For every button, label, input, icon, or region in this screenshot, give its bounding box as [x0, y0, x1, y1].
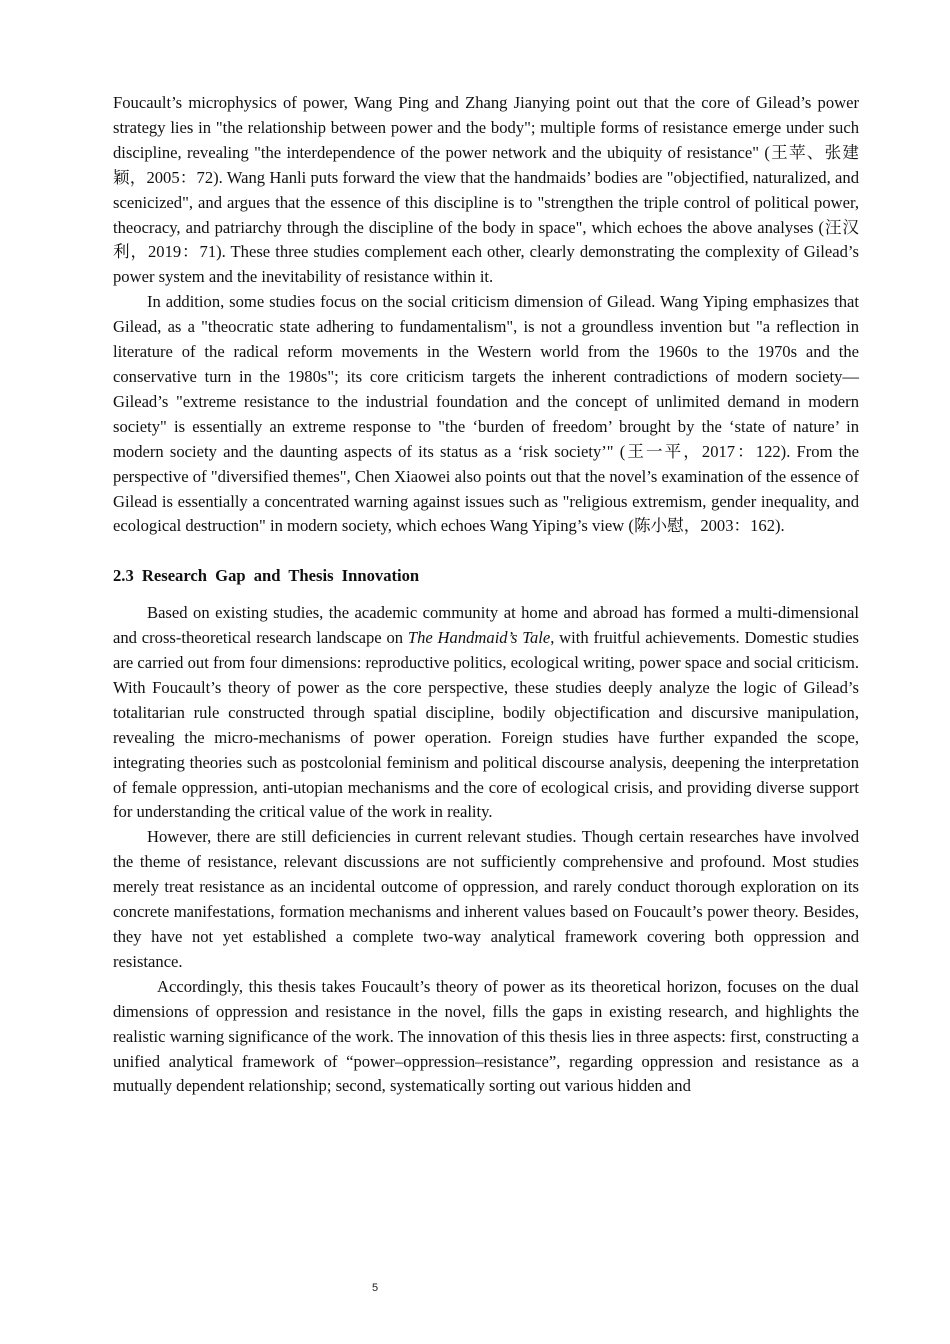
- body-text: [113, 91, 859, 1099]
- paragraph-power-body: Foucault’s microphysics of power, Wang Ping and Zhang Jianying point out that the core of Gilead’s power strategy lies in "the relationship between power and the body"; multiple forms of resistance emerge under such discipline, revealing "the interdependence of the power network and the ubiquity of resistance" (王苹、张建颖，2005：72). Wang Hanli puts forward the view that the handmaids’ bodies are "objectified, naturalized, and scenicized", and argues that the essence of this discipline is to "strengthen the triple control of political power, theocracy, and patriarchy through the discipline of the body in space", which echoes the above analyses (汪汉利，2019：71). These three studies complement each other, clearly demonstrating the complexity of Gilead’s power system and the inevitability of resistance within it.: [113, 93, 859, 287]
- paragraph-text-end: , with fruitful achievements. Domestic studies are carried out from four dimensions: reproductive politics, ecological writing, power space and social criticism. With Foucault’s theory of power as the core perspective, these studies deeply analyze the logic of Gilead’s totalitarian rule constructed through spatial discipline, bodily objectification and discursive manipulation, revealing the micro-mechanisms of power operation. Foreign studies have further expanded the scope, integrating theories such as postcolonial feminism and political discourse analysis, deepening the interpretation of female oppression, anti-utopian mechanisms and the core of ecological crisis, and providing diverse support for understanding the critical value of the work in reality.: [113, 628, 860, 822]
- paragraph-social-criticism: In addition, some studies focus on the social criticism dimension of Gilead. Wang Yiping emphasizes that Gilead, as a "theocratic state adhering to fundamentalism", is not a groundless invention but "a reflection in literature of the radical reform movements in the Western world from the 1960s to the 1970s and the conservative turn in the 1980s"; its core criticism targets the inherent contradictions of modern society—Gilead’s "extreme resistance to the industrial foundation and the concept of unlimited demand in modern society" is essentially an extreme response to "the ‘burden of freedom’ brought by the ‘state of nature’ in modern society and the daunting aspects of its status as a ‘risk society’" (王一平，2017：122). From the perspective of "diversified themes", Chen Xiaowei also points out that the novel’s examination of the essence of Gilead is essentially a concentrated warning against issues such as "religious extremism, gender inequality, and ecological destruction" in modern society, which echoes Wang Yiping’s view (陈小慰，2003：162).: [113, 292, 859, 536]
- paragraph-innovation: Accordingly, this thesis takes Foucault’s theory of power as its theoretical horizon, focuses on the dual dimensions of oppression and resistance in the novel, fills the gaps in existing research, and highlights the realistic warning significance of the work. The innovation of this thesis lies in three aspects: first, constructing a unified analytical framework of “power–oppression–resistance”, regarding oppression and resistance as a mutually dependent relationship; second, systematically sorting out various hidden and: [113, 976, 859, 1096]
- paragraph-text-start: Based on existing studies, the academic community at home and abroad has formed a multi-dimensional and cross-theoretical research landscape on: [113, 603, 859, 648]
- section-heading: 2.3 Research Gap and Thesis Innovation: [113, 566, 420, 586]
- paragraph-existing-studies: [113, 601, 859, 825]
- paragraph-deficiencies: However, there are still deficiencies in current relevant studies. Though certain researches have involved the theme of resistance, relevant discussions are not sufficiently comprehensive and profound. Most studies merely treat resistance as an incidental outcome of oppression, and rarely conduct thorough exploration on its concrete manifestations, formation mechanisms and inherent values based on Foucault’s power theory. Besides, they have not yet established a complete two-way analytical framework covering both oppression and resistance.: [113, 827, 859, 971]
- page-number: 5: [371, 1282, 379, 1294]
- book-title: The Handmaid’s Tale: [407, 628, 551, 648]
